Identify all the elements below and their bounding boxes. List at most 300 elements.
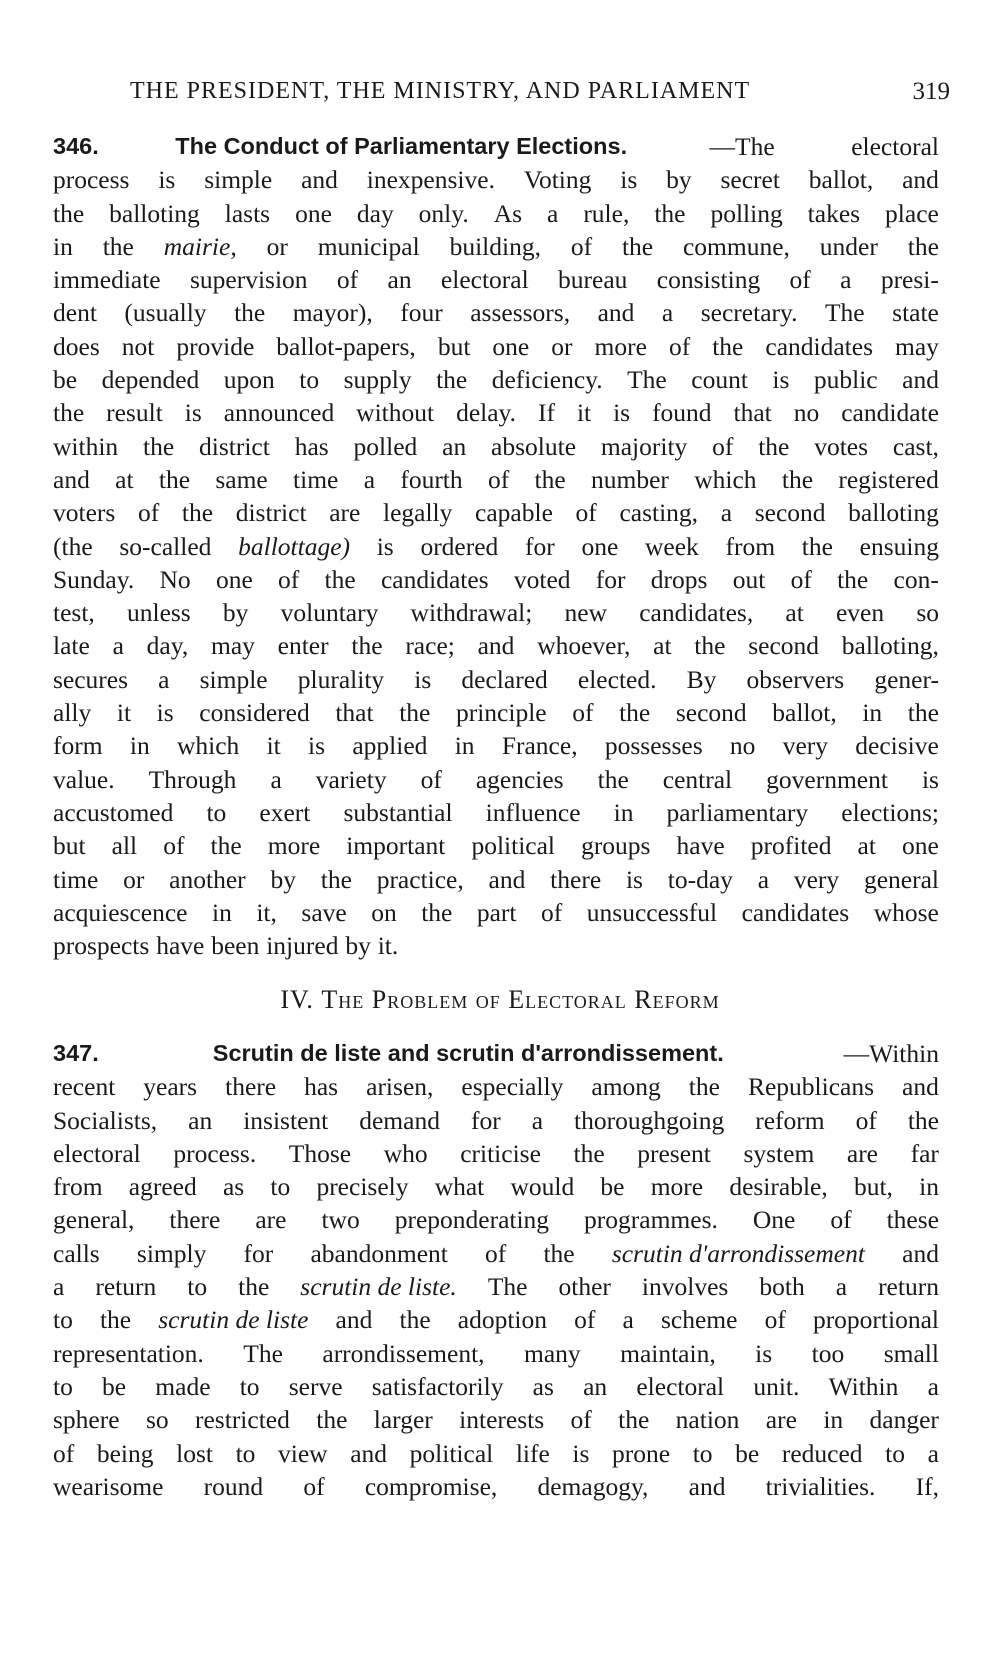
text-line xyxy=(53,430,939,463)
word: be xyxy=(53,365,78,395)
word: the xyxy=(837,564,869,594)
word: cast, xyxy=(892,431,939,461)
word: number xyxy=(591,464,669,494)
word: enter xyxy=(277,631,329,661)
word: The xyxy=(627,365,667,395)
word: to xyxy=(53,1305,73,1335)
word: in xyxy=(212,897,232,927)
word: in xyxy=(613,797,634,827)
text-line xyxy=(53,863,939,896)
word: larger xyxy=(373,1405,433,1435)
word: recent xyxy=(53,1072,116,1102)
text-line xyxy=(53,1203,939,1236)
word: demagogy, xyxy=(537,1471,649,1501)
word: simple xyxy=(204,165,273,195)
word: is xyxy=(772,365,790,395)
part-heading xyxy=(0,985,1000,1015)
section-347 xyxy=(53,1037,939,1503)
italic-term: scrutin de liste. xyxy=(300,1272,457,1302)
word: the xyxy=(694,631,726,661)
word: desirable, xyxy=(729,1172,828,1202)
word: declared xyxy=(461,664,548,694)
word: mayor), xyxy=(292,298,373,328)
word: simply xyxy=(136,1238,207,1268)
word: but xyxy=(53,831,86,861)
word: for xyxy=(595,564,626,594)
word: electoral xyxy=(440,265,529,295)
word: gener- xyxy=(874,664,939,694)
word: the xyxy=(907,1105,939,1135)
word: the xyxy=(436,365,468,395)
word: both xyxy=(759,1272,805,1302)
word: ballot, xyxy=(772,698,837,728)
word: candidates xyxy=(741,897,850,927)
word: the xyxy=(210,831,242,861)
word: day, xyxy=(146,631,189,661)
text-line xyxy=(53,130,939,163)
word: —Within xyxy=(843,1039,939,1068)
word: in xyxy=(454,731,475,761)
word: capable xyxy=(475,498,553,528)
word: serve xyxy=(288,1371,343,1401)
part-heading-title: The Problem of Electoral Reform xyxy=(321,985,720,1014)
word: and xyxy=(53,464,90,494)
word: restricted xyxy=(195,1405,290,1435)
word: insistent xyxy=(243,1105,329,1135)
word: years xyxy=(143,1072,198,1102)
word: the xyxy=(534,464,566,494)
word: Within xyxy=(828,1371,899,1401)
word: supply xyxy=(343,365,412,395)
word: the xyxy=(654,198,686,228)
word: adoption xyxy=(457,1305,548,1335)
word: or xyxy=(551,331,573,361)
word: a xyxy=(53,1272,65,1302)
word: unit. xyxy=(753,1371,800,1401)
section-number: 346. xyxy=(53,133,99,159)
word: Voting xyxy=(523,165,592,195)
word: of xyxy=(572,698,594,728)
text-line xyxy=(53,929,939,962)
word: ensuing xyxy=(859,531,939,561)
word: thoroughgoing xyxy=(574,1105,725,1135)
word: sphere xyxy=(53,1405,120,1435)
word: without xyxy=(356,398,435,428)
word: demand xyxy=(359,1105,440,1135)
text-line xyxy=(53,463,939,496)
italic-term: scrutin d'arrondissement xyxy=(611,1238,865,1268)
word: arisen, xyxy=(366,1072,434,1102)
word: for xyxy=(470,1105,501,1135)
word: so xyxy=(145,1405,169,1435)
word: no xyxy=(793,398,820,428)
word: absolute xyxy=(491,431,577,461)
word: late xyxy=(53,631,90,661)
section-number: 347. xyxy=(53,1040,99,1066)
word: important xyxy=(346,831,446,861)
text-line xyxy=(53,263,939,296)
word: save xyxy=(301,897,347,927)
word: proportional xyxy=(812,1305,939,1335)
word: in xyxy=(919,1172,939,1202)
word: the xyxy=(399,698,431,728)
word: and xyxy=(902,1238,939,1268)
word: of xyxy=(668,331,691,361)
word: practice, xyxy=(376,864,464,894)
word: of xyxy=(420,764,442,794)
text-line xyxy=(53,163,939,196)
word: the xyxy=(758,431,790,461)
text-line xyxy=(53,1037,939,1070)
word: a xyxy=(270,764,282,794)
word: system xyxy=(743,1138,815,1168)
word: new xyxy=(564,598,608,628)
word: there xyxy=(169,1205,221,1235)
word: in xyxy=(129,731,150,761)
word: be xyxy=(102,1371,127,1401)
text-line xyxy=(53,1104,939,1137)
word: voted xyxy=(513,564,571,594)
word: the xyxy=(351,631,383,661)
word: decisive xyxy=(855,731,939,761)
word: takes xyxy=(807,198,861,228)
word: second xyxy=(675,698,747,728)
word: programmes. xyxy=(584,1205,718,1235)
word: France, xyxy=(501,731,578,761)
text-line xyxy=(53,1370,939,1403)
word: to xyxy=(299,365,320,395)
word: assessors, xyxy=(470,298,571,328)
word: whoever, xyxy=(537,631,631,661)
word: Those xyxy=(288,1138,352,1168)
word: a xyxy=(547,198,559,228)
word: depended xyxy=(101,365,200,395)
word: race; xyxy=(405,631,455,661)
word: is xyxy=(921,764,939,794)
word: to xyxy=(235,1438,256,1468)
word: place xyxy=(885,198,939,228)
word: and xyxy=(902,1072,939,1102)
word: simple xyxy=(199,664,268,694)
word: lasts xyxy=(224,198,271,228)
word: by xyxy=(270,864,296,894)
word: building, xyxy=(449,231,541,261)
word: it, xyxy=(256,897,277,927)
word: for xyxy=(243,1238,274,1268)
word: reform xyxy=(755,1105,825,1135)
word: ballot, xyxy=(808,165,874,195)
word: too xyxy=(811,1338,845,1368)
word: One xyxy=(752,1205,796,1235)
word: by xyxy=(345,931,371,961)
word: been xyxy=(211,931,260,961)
word: view xyxy=(278,1438,328,1468)
word: and xyxy=(335,1305,373,1335)
word: is xyxy=(572,1438,590,1468)
running-head xyxy=(130,78,950,105)
word: of xyxy=(137,498,160,528)
word: out xyxy=(732,564,766,594)
word: to-day xyxy=(667,864,733,894)
word: at xyxy=(857,831,876,861)
word: of xyxy=(570,231,593,261)
word: applied xyxy=(352,731,428,761)
word: nation xyxy=(675,1405,740,1435)
word: does xyxy=(53,331,100,361)
word: —The xyxy=(709,132,775,161)
word: value. xyxy=(53,764,115,794)
word: the xyxy=(324,564,356,594)
word: all xyxy=(111,831,138,861)
word: the xyxy=(99,1305,132,1335)
word: life xyxy=(515,1438,550,1468)
word: small xyxy=(883,1338,939,1368)
word: immediate xyxy=(53,265,161,295)
text-line xyxy=(53,1337,939,1370)
word: elected. xyxy=(577,664,657,694)
word: bureau xyxy=(558,265,628,295)
word: exert xyxy=(259,797,311,827)
word: and xyxy=(301,165,338,195)
word: by xyxy=(222,598,249,628)
word: ballot-papers, xyxy=(276,331,416,361)
word: the xyxy=(53,198,85,228)
word: municipal xyxy=(317,231,420,261)
word: deficiency. xyxy=(491,365,603,395)
word: to xyxy=(187,1272,208,1302)
word: upon xyxy=(223,365,275,395)
word: from xyxy=(53,1172,103,1202)
word: it xyxy=(116,698,132,728)
word: satisfactorily xyxy=(371,1371,504,1401)
word: very xyxy=(782,731,828,761)
word: If xyxy=(537,398,555,428)
word: at xyxy=(785,598,804,628)
word: voters xyxy=(53,498,116,528)
text-line xyxy=(53,1237,939,1270)
word: and xyxy=(488,864,526,894)
word: has xyxy=(294,431,329,461)
text-line xyxy=(53,396,939,429)
word: supervision xyxy=(189,265,308,295)
word: of xyxy=(570,1405,592,1435)
word: the xyxy=(320,864,352,894)
word: criticise xyxy=(460,1138,541,1168)
word: a xyxy=(720,498,733,528)
word: agencies xyxy=(475,764,564,794)
text-line xyxy=(53,296,939,329)
running-head-title: THE PRESIDENT, THE MINISTRY, AND PARLIAMENT xyxy=(130,78,751,104)
word: of xyxy=(789,265,811,295)
word: the xyxy=(688,1072,720,1102)
word: is xyxy=(414,664,432,694)
word: is xyxy=(156,698,174,728)
word: it xyxy=(576,398,592,428)
word: No xyxy=(159,564,191,594)
word: elections; xyxy=(841,797,939,827)
word: announced xyxy=(223,398,335,428)
word: time xyxy=(53,864,99,894)
word: a xyxy=(622,1305,634,1335)
text-line xyxy=(53,629,939,662)
part-heading-numeral: IV. xyxy=(280,985,314,1014)
word: who xyxy=(383,1138,428,1168)
word: of xyxy=(336,265,359,295)
word: electoral xyxy=(53,1138,141,1168)
word: of xyxy=(712,431,734,461)
word: these xyxy=(886,1205,939,1235)
word: in xyxy=(862,698,883,728)
word: of xyxy=(790,564,812,594)
word: precisely xyxy=(316,1172,409,1202)
word: the xyxy=(143,431,175,461)
word: preponderating xyxy=(394,1205,550,1235)
word: to xyxy=(206,797,227,827)
word: con- xyxy=(893,564,939,594)
word: representation. xyxy=(53,1338,204,1368)
word: a xyxy=(363,464,376,494)
word: balloting xyxy=(109,198,200,228)
word: to xyxy=(692,1438,713,1468)
word: of xyxy=(487,464,510,494)
text-line xyxy=(53,1170,939,1203)
word: week xyxy=(644,531,699,561)
word: two xyxy=(321,1205,360,1235)
word: being xyxy=(96,1438,154,1468)
word: lost xyxy=(176,1438,213,1468)
italic-term: scrutin de liste xyxy=(158,1305,309,1335)
word: in xyxy=(53,231,73,261)
text-line xyxy=(53,696,939,729)
word: count xyxy=(691,365,748,395)
word: many xyxy=(524,1338,581,1368)
word: (usually xyxy=(124,298,207,328)
word: voluntary xyxy=(280,598,379,628)
word: day xyxy=(356,198,394,228)
word: provide xyxy=(176,331,255,361)
word: under xyxy=(819,231,878,261)
section-title: Scrutin de liste and scrutin d'arrondissement. xyxy=(212,1040,724,1066)
text-line xyxy=(53,1303,939,1336)
word: a xyxy=(661,298,674,328)
page-number: 319 xyxy=(912,78,950,105)
word: plurality xyxy=(297,664,385,694)
word: be xyxy=(735,1438,760,1468)
word: rule, xyxy=(583,198,630,228)
text-line xyxy=(53,363,939,396)
word: a xyxy=(927,1438,939,1468)
word: to xyxy=(53,1371,73,1401)
word: By xyxy=(686,664,717,694)
word: parliamentary xyxy=(666,797,809,827)
word: one xyxy=(215,564,253,594)
text-line xyxy=(53,530,939,563)
word: calls xyxy=(53,1238,100,1268)
word: agreed xyxy=(128,1172,197,1202)
word: legally xyxy=(382,498,453,528)
word: candidates xyxy=(380,564,489,594)
word: there xyxy=(550,864,602,894)
word: ordered xyxy=(420,531,499,561)
word: prone xyxy=(612,1438,671,1468)
word: a xyxy=(531,1105,544,1135)
word: candidate xyxy=(841,398,939,428)
word: political xyxy=(471,831,555,861)
word: process. xyxy=(173,1138,257,1168)
word: government xyxy=(766,764,888,794)
word: The xyxy=(824,298,865,328)
word: another xyxy=(169,864,246,894)
text-line xyxy=(53,1137,939,1170)
word: to xyxy=(270,1172,291,1202)
word: made xyxy=(155,1371,211,1401)
word: dent xyxy=(53,298,97,328)
word: of xyxy=(303,1471,325,1501)
word: involves xyxy=(641,1272,729,1302)
word: very xyxy=(793,864,840,894)
word: trivialities. xyxy=(765,1471,876,1501)
word: variety xyxy=(315,764,387,794)
word: interests xyxy=(459,1405,545,1435)
word: no xyxy=(729,731,756,761)
word: at xyxy=(653,631,672,661)
word: the xyxy=(621,231,654,261)
word: part xyxy=(476,897,517,927)
word: electoral xyxy=(851,132,939,161)
word: to xyxy=(885,1438,906,1468)
word: a xyxy=(757,864,770,894)
word: would xyxy=(510,1172,575,1202)
word: return xyxy=(878,1272,939,1302)
word: registered xyxy=(838,464,939,494)
word: to xyxy=(239,1371,260,1401)
word: especially xyxy=(461,1072,564,1102)
word: withdrawal; xyxy=(410,598,533,628)
word: political xyxy=(409,1438,494,1468)
word: has xyxy=(304,1072,339,1102)
word: the xyxy=(181,498,214,528)
word: The xyxy=(243,1338,283,1368)
word: general xyxy=(863,864,939,894)
word: acquiescence xyxy=(53,897,188,927)
word: the xyxy=(712,331,744,361)
section-title: The Conduct of Parliamentary Elections. xyxy=(175,133,628,159)
word: the xyxy=(53,398,85,428)
word: be xyxy=(600,1172,625,1202)
word: and xyxy=(688,1471,726,1501)
word: and xyxy=(902,165,939,195)
word: Sunday. xyxy=(53,564,135,594)
word: compromise, xyxy=(364,1471,498,1501)
word: the xyxy=(399,1305,431,1335)
word: within xyxy=(53,431,119,461)
word: of xyxy=(574,1305,596,1335)
word: casting, xyxy=(619,498,699,528)
text-line xyxy=(53,496,939,529)
word: district xyxy=(199,431,270,461)
word: what xyxy=(434,1172,485,1202)
word: of xyxy=(541,897,563,927)
word: are xyxy=(765,1405,797,1435)
word: one xyxy=(902,831,939,861)
text-line xyxy=(53,230,939,263)
word: maintain, xyxy=(620,1338,716,1368)
word: may xyxy=(895,331,939,361)
word: groups xyxy=(581,831,651,861)
word: injured xyxy=(266,931,339,961)
word: observers xyxy=(746,664,845,694)
word: which xyxy=(694,464,757,494)
